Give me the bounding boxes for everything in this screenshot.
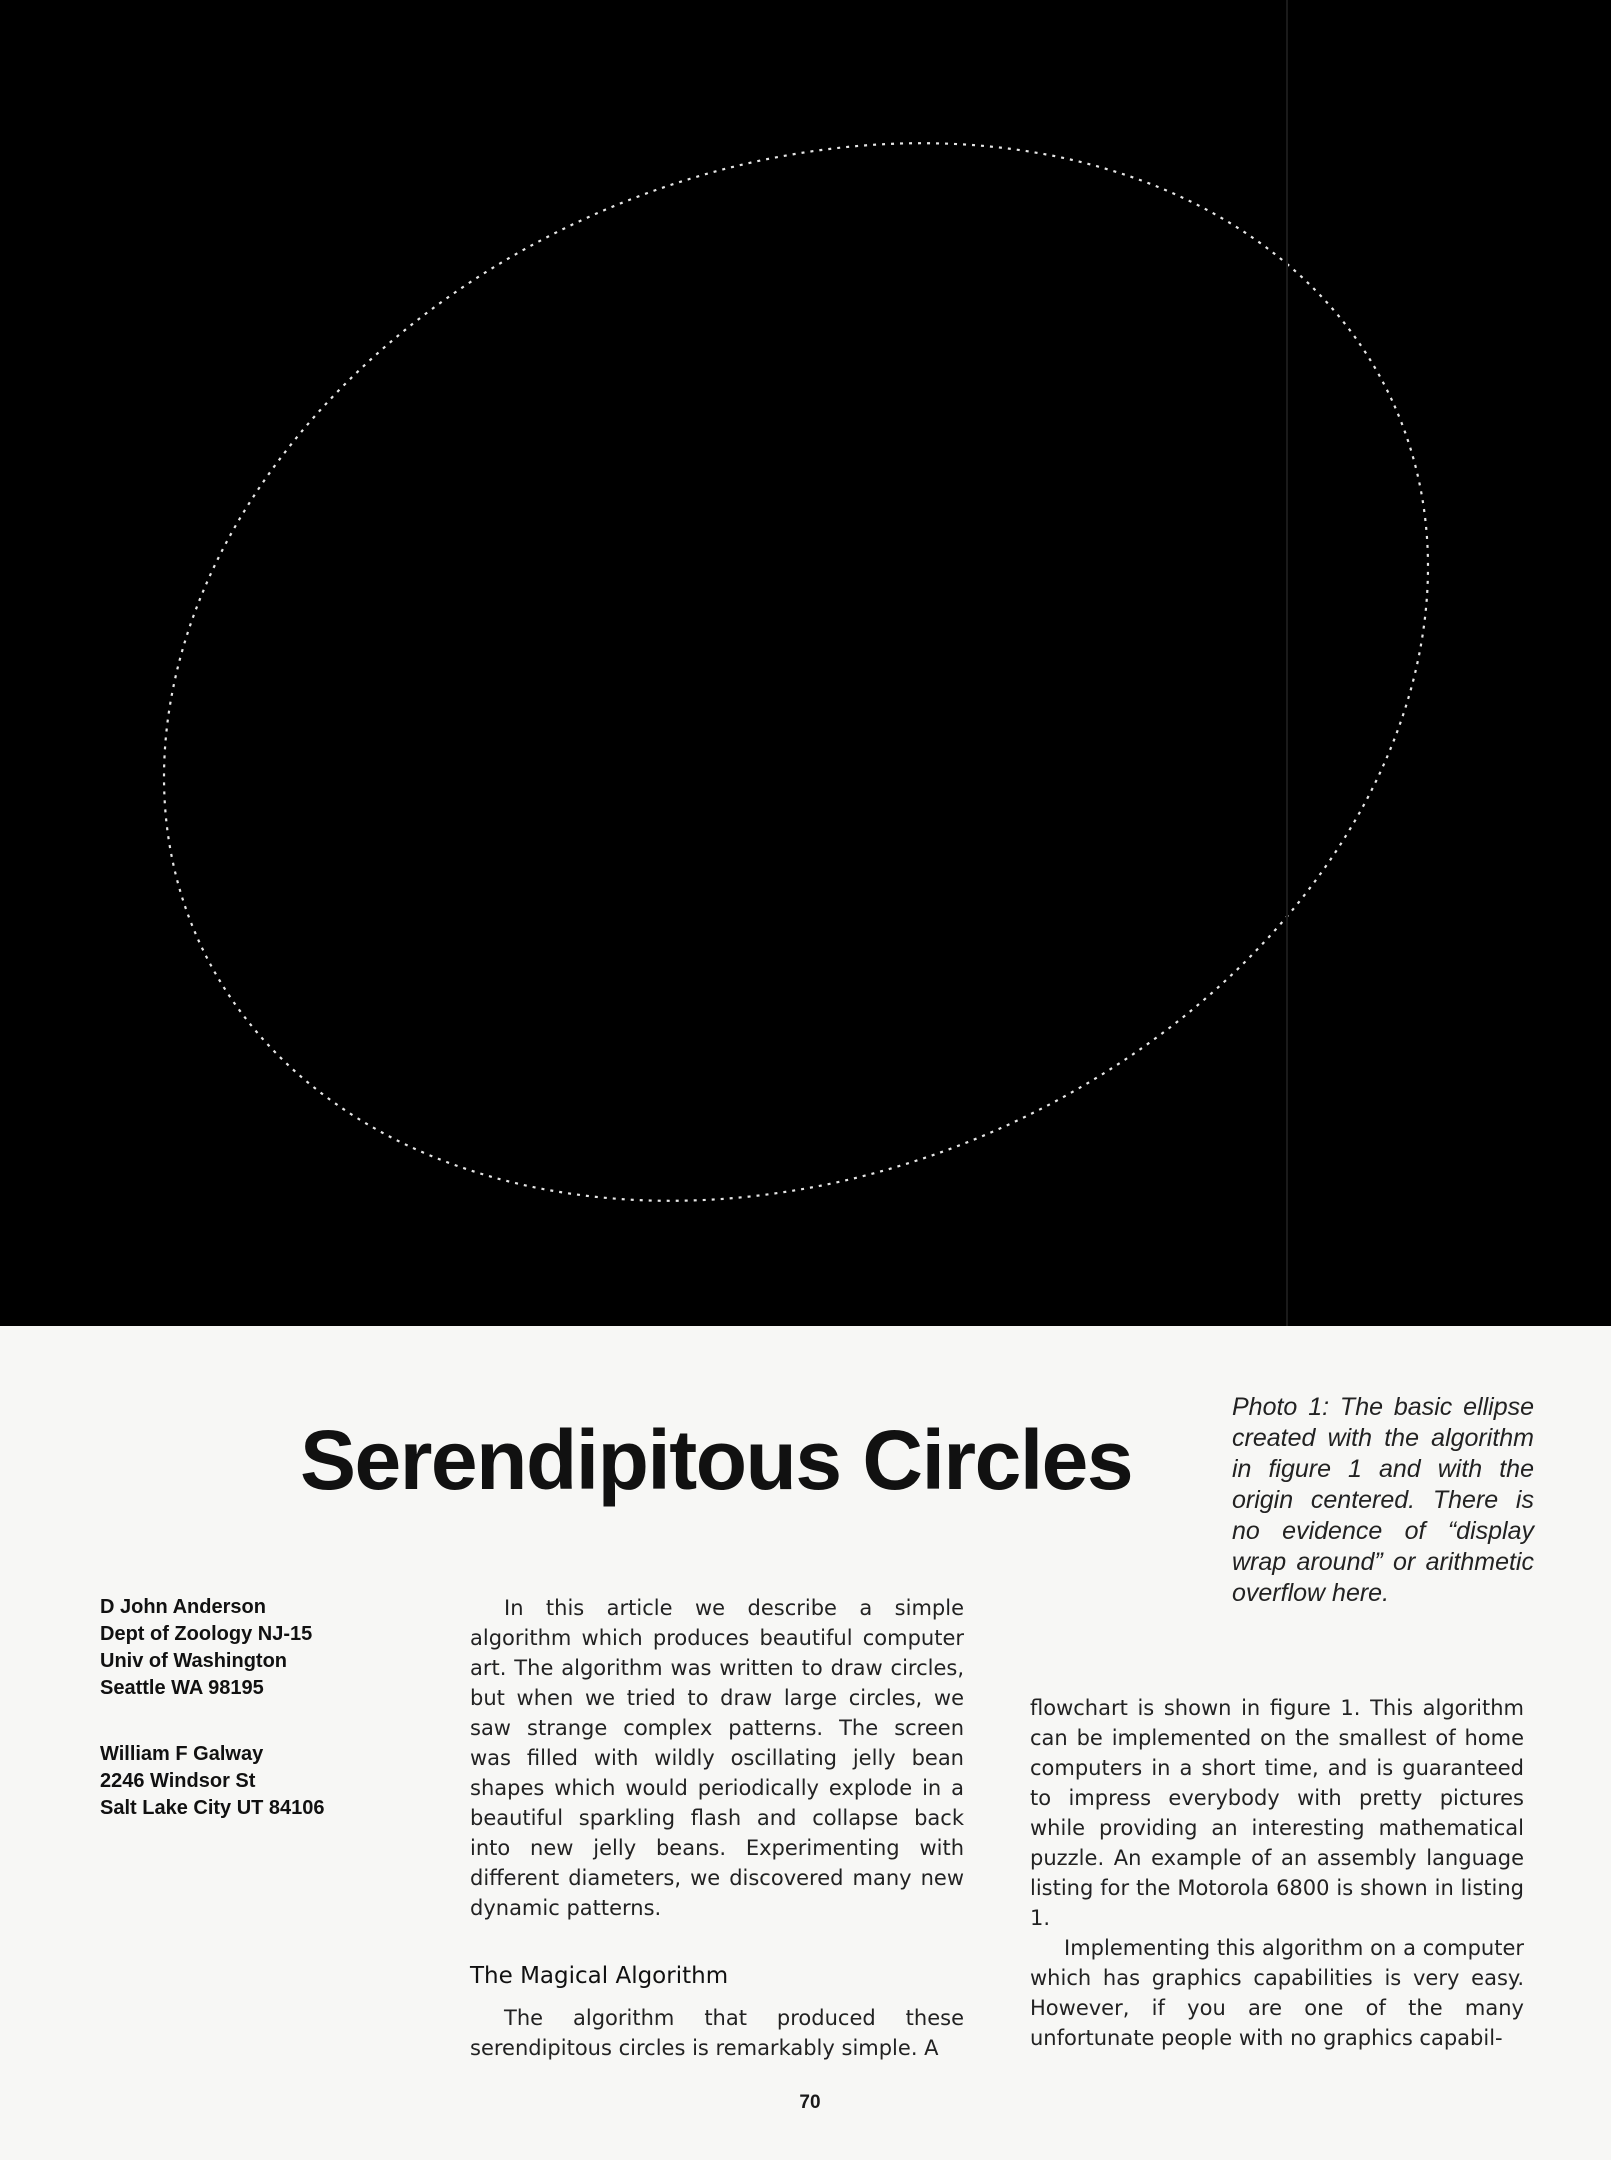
author-address: Seattle WA 98195: [100, 1677, 264, 1699]
author-name: William F Galway: [100, 1743, 264, 1765]
author-block-2: [100, 1741, 380, 1822]
body-paragraph: The algorithm that produced these serendipitous circles is remarkably simple. A: [470, 2006, 964, 2060]
author-block-1: [100, 1594, 380, 1702]
author-affiliation: Dept of Zoology NJ-15: [100, 1623, 313, 1645]
article-title: Serendipitous Circles: [300, 1413, 1133, 1507]
body-paragraph: In this article we describe a simple algorithm which produces beautiful computer art. The algorithm was written to draw circles, but when we tried to draw large circles, we saw strange complex patterns. The screen was filled with wildly oscillating jelly bean shapes which would periodically explode in a beautiful sparkling flash and collapse back into new jelly beans. Experimenting with different diameters, we discovered many new dynamic patterns.: [470, 1596, 964, 1920]
body-paragraph: Implementing this algorithm on a computer which has graphics capabilities is very easy. However, if you are one of the many unfortunate people with no graphics capabil-: [1030, 1936, 1524, 2050]
author-name: D John Anderson: [100, 1596, 266, 1618]
page-number: 70: [799, 2092, 821, 2113]
author-affiliation: Univ of Washington: [100, 1650, 288, 1672]
body-paragraph: flowchart is shown in figure 1. This algorithm can be implemented on the smallest of home computers in a short time, and is guaranteed to impress everybody with pretty pictures while providing an interesting mathematical puzzle. An example of an assembly language listing for the Motorola 6800 is shown in listing 1.: [1030, 1696, 1524, 1930]
section-heading: The Magical Algorithm: [470, 1963, 729, 1989]
author-address: Salt Lake City UT 84106: [100, 1797, 325, 1819]
author-address: 2246 Windsor St: [100, 1770, 256, 1792]
photo-caption: Photo 1: The basic ellipse created with the algorithm in figure 1 and with the origin centered. There is no evidence of “display wrap around” or arithmetic overflow here.: [1232, 1393, 1534, 1607]
article-column-2: [1030, 1693, 1524, 2053]
article-column-1: [470, 1593, 964, 2063]
